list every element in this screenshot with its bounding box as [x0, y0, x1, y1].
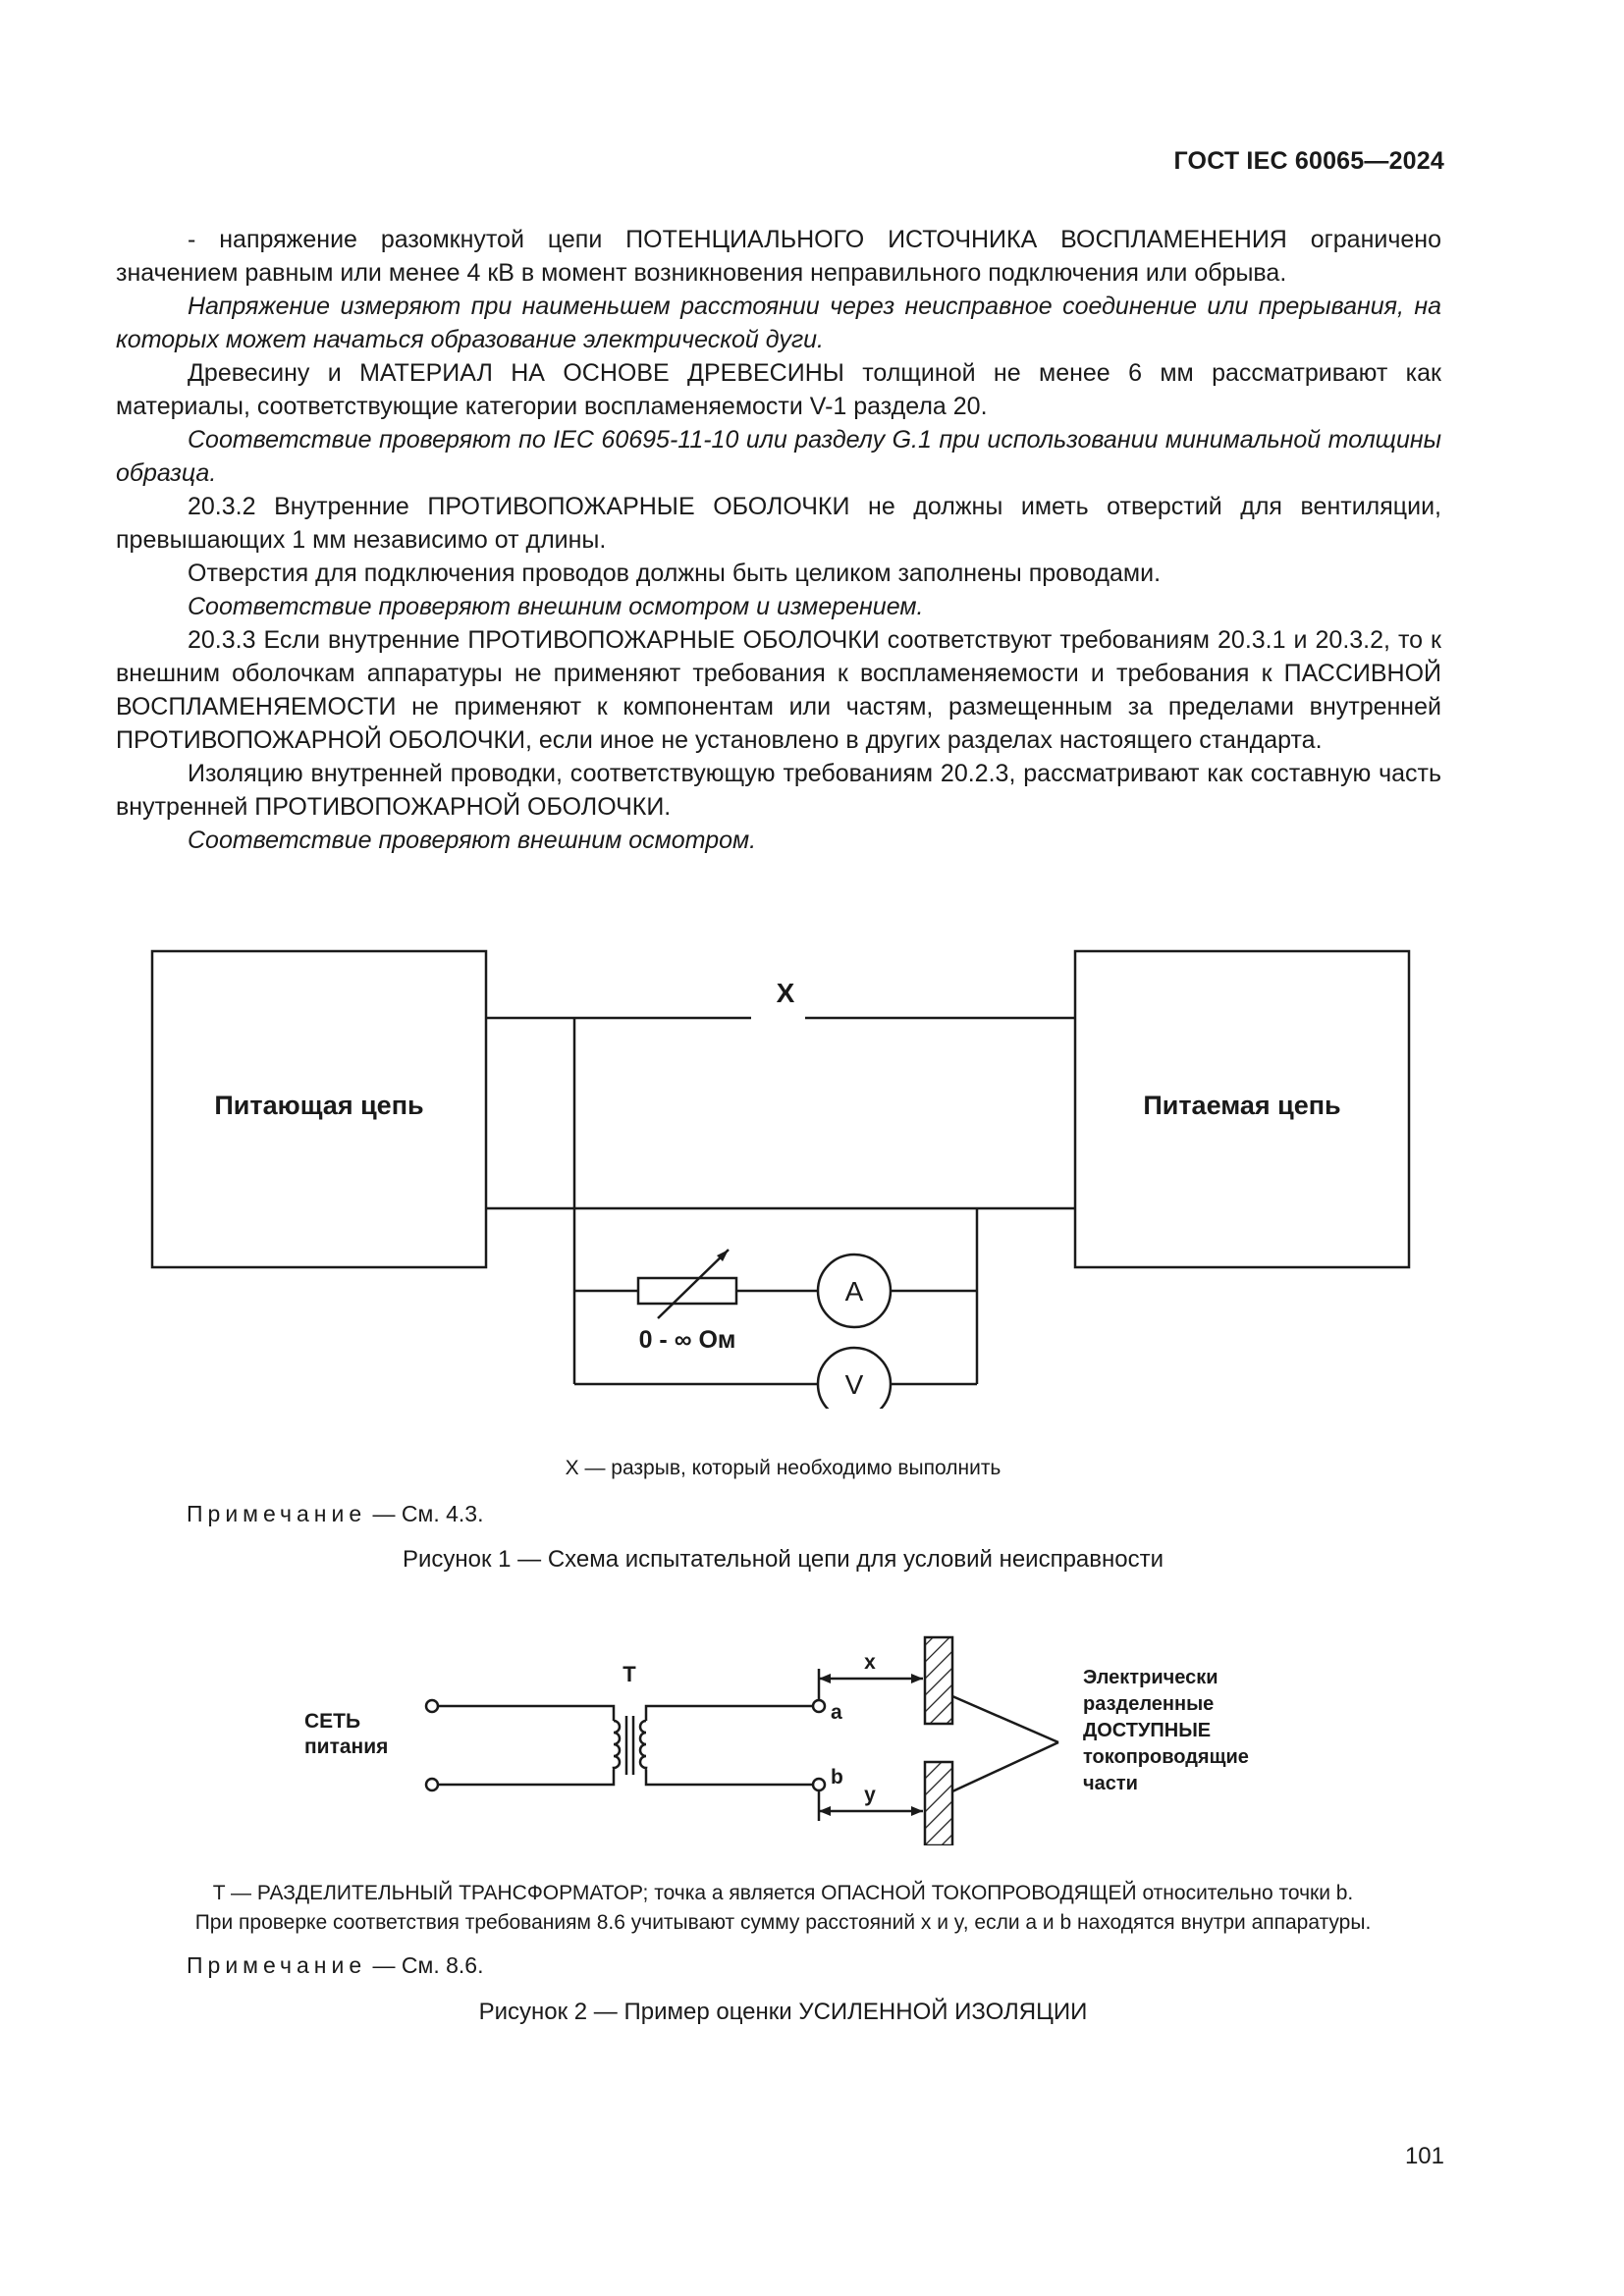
figure-2-legend-line-1: T — РАЗДЕЛИТЕЛЬНЫЙ ТРАНСФОРМАТОР; точка a является ОПАСНОЙ ТОКОПРОВОДЯЩЕЙ относительно точки b.: [212, 1882, 1354, 1904]
body-text: [116, 223, 1441, 857]
figure-1-title: Рисунок 1 — Схема испытательной цепи для условий неисправности: [402, 1546, 1164, 1573]
point-a-label: a: [831, 1701, 842, 1724]
paragraph-italic: Соответствие проверяют внешним осмотром.: [188, 827, 757, 854]
voltmeter-label: V: [844, 1369, 864, 1400]
figure-2-legend-line-2: При проверке соответствия требованиям 8.6 учитывают сумму расстояний x и y, если a и b находятся внутри аппаратуры.: [194, 1911, 1372, 1934]
accessible-part-bottom: [925, 1762, 952, 1845]
page-number: 101: [1404, 2143, 1444, 2169]
point-a: [813, 1700, 825, 1712]
figure-1-legend: X — разрыв, который необходимо выполнить: [565, 1457, 1001, 1479]
note-word: Примечание: [187, 1501, 367, 1526]
parts-label-5: части: [1083, 1773, 1138, 1794]
ammeter-label: A: [844, 1276, 864, 1307]
mains-label-1: СЕТЬ: [304, 1710, 361, 1733]
dist-x-label: x: [864, 1651, 876, 1674]
note-word: Примечание: [187, 1952, 367, 1978]
dim-x-arrow-right: [911, 1674, 923, 1683]
parts-label-4: токопроводящие: [1083, 1746, 1249, 1768]
dim-y-arrow-right: [911, 1806, 923, 1816]
paragraph: Изоляцию внутренней проводки, соответствующую требованиям 20.2.3, рассматривают как составную часть внутренней ПРОТИВОПОЖАРНОЙ ОБОЛОЧКИ.: [116, 760, 1441, 821]
figure-2-note: [187, 1952, 484, 1979]
supply-circuit-label: Питающая цепь: [214, 1091, 424, 1120]
note-text: — См. 4.3.: [366, 1501, 484, 1526]
paragraph: Отверстия для подключения проводов должны быть целиком заполнены проводами.: [188, 560, 1162, 587]
dim-y-arrow-left: [819, 1806, 831, 1816]
paragraph: 20.3.3 Если внутренние ПРОТИВОПОЖАРНЫЕ ОБОЛОЧКИ соответствуют требованиям 20.3.1 и 20.3.2, то к внешним оболочкам аппаратуры не применяют требования к воспламеняемости и требования к ПАССИВНОЙ ВОСПЛАМЕНЯЕМОСТИ не применяют к компонентам или частям, размещенным за пределами внутренней ПРОТИВОПОЖАРНОЙ ОБОЛОЧКИ, если иное не установлено в других разделах настоящего стандарта.: [116, 626, 1441, 754]
dist-y-label: y: [864, 1784, 876, 1806]
pointer-to-bottom-part: [952, 1742, 1058, 1791]
mains-terminal-bottom: [426, 1779, 438, 1790]
paragraph: - напряжение разомкнутой цепи ПОТЕНЦИАЛЬНОГО ИСТОЧНИКА ВОСПЛАМЕНЕНИЯ ограничено значением равным или менее 4 кВ в момент возникновения неправильного подключения или обрыва.: [116, 226, 1441, 287]
paragraph-italic: Напряжение измеряют при наименьшем расстоянии через неисправное соединение или прерывания, на которых может начаться образование электрической дуги.: [116, 293, 1441, 353]
point-b: [813, 1779, 825, 1790]
secondary-wire: [646, 1706, 813, 1785]
paragraph: Древесину и МАТЕРИАЛ НА ОСНОВЕ ДРЕВЕСИНЫ толщиной не менее 6 мм рассматривают как материалы, соответствующие категории воспламеняемости V-1 раздела 20.: [116, 359, 1441, 420]
figure-2-title: Рисунок 2 — Пример оценки УСИЛЕННОЙ ИЗОЛЯЦИИ: [478, 1999, 1088, 2025]
resistor-label: 0 - ∞ Ом: [638, 1326, 736, 1354]
parts-label-1: Электрически: [1083, 1667, 1218, 1688]
figure-1-diagram: [0, 937, 1473, 1409]
paragraph-italic: Соответствие проверяют по IEC 60695-11-10 или разделу G.1 при использовании минимальной толщины образца.: [116, 426, 1441, 487]
break-label: X: [776, 978, 795, 1008]
mains-terminal-top: [426, 1700, 438, 1712]
point-b-label: b: [831, 1766, 843, 1789]
transformer-label: T: [623, 1662, 636, 1686]
resistor-arrow: [658, 1250, 729, 1318]
pointer-to-top-part: [952, 1696, 1058, 1742]
paragraph-italic: Соответствие проверяют внешним осмотром и измерением.: [188, 593, 924, 620]
parts-label-3: ДОСТУПНЫЕ: [1083, 1720, 1212, 1741]
note-text: — См. 8.6.: [366, 1952, 484, 1978]
dim-x-arrow-left: [819, 1674, 831, 1683]
parts-label-2: разделенные: [1083, 1693, 1215, 1715]
accessible-part-top: [925, 1637, 952, 1724]
load-circuit-label: Питаемая цепь: [1143, 1091, 1341, 1120]
primary-wire: [438, 1706, 614, 1785]
figure-2-diagram: [0, 1620, 1473, 1845]
primary-winding: [614, 1721, 620, 1770]
figure-1-note: [187, 1501, 484, 1527]
secondary-winding: [640, 1721, 646, 1770]
document-header: ГОСТ IEC 60065—2024: [1173, 147, 1444, 175]
paragraph: 20.3.2 Внутренние ПРОТИВОПОЖАРНЫЕ ОБОЛОЧКИ не должны иметь отверстий для вентиляции, превышающих 1 мм независимо от длины.: [116, 493, 1441, 554]
mains-label-2: питания: [304, 1735, 389, 1758]
